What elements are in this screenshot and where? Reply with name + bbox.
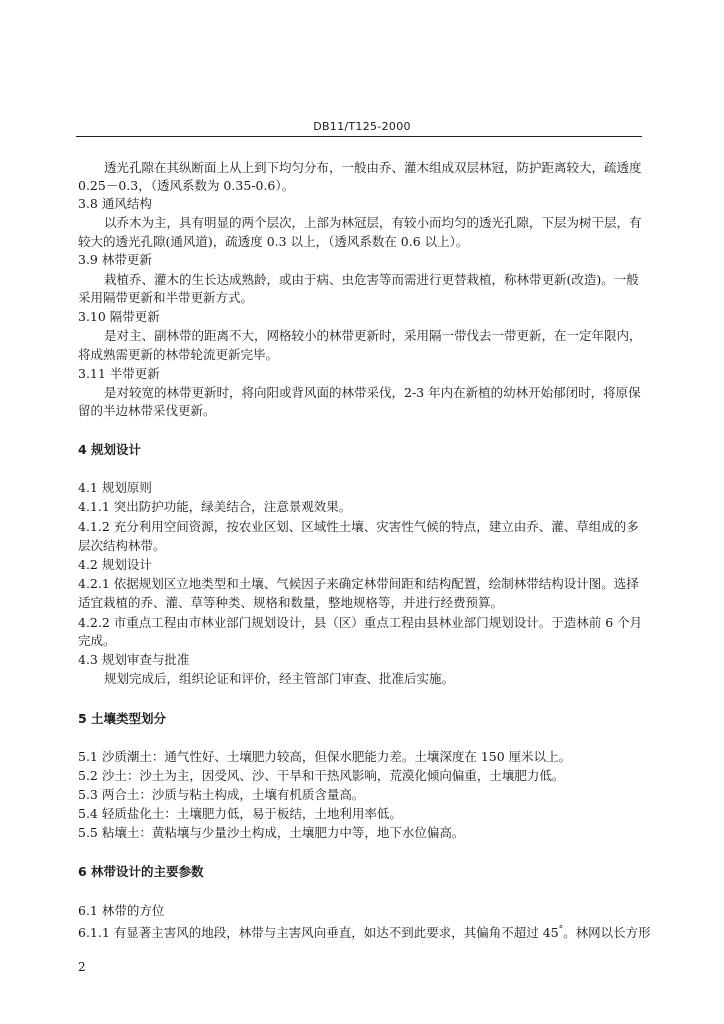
chapter-heading: 5 土壤类型划分 bbox=[78, 711, 167, 726]
text-line: 透光孔隙在其纵断面上从上到下均匀分布，一般由乔、灌木组成双层林冠，防护距离较大，疏透度 bbox=[104, 160, 642, 175]
section-heading: 4.2 规划设计 bbox=[78, 557, 152, 572]
chapter-heading: 6 林带设计的主要参数 bbox=[78, 864, 204, 879]
text-line: 5.1 沙质潮土：通气性好、土壤肥力较高，但保水肥能力差。土壤深度在 150 厘米以上。 bbox=[78, 749, 572, 764]
text-line bbox=[78, 922, 651, 941]
text-line: 规划完成后，组织论证和评价，经主管部门审查、批准后实施。 bbox=[104, 671, 455, 686]
text-line: 4.1.1 突出防护功能，绿美结合，注意景观效果。 bbox=[78, 499, 352, 514]
section-heading: 3.10 隔带更新 bbox=[78, 309, 160, 324]
text-line: 较大的透光孔隙(通风道)，疏透度 0.3 以上，（透风系数在 0.6 以上）。 bbox=[78, 234, 469, 249]
text-line: 0.25－0.3，（透风系数为 0.35-0.6）。 bbox=[78, 178, 295, 193]
text-line: 4.2.1 依据规划区立地类型和土壤、气候因子来确定林带间距和结构配置，绘制林带结构设计图。选择 bbox=[78, 576, 639, 591]
text-line: 留的半边林带采伐更新。 bbox=[78, 403, 216, 418]
degree-symbol: ° bbox=[558, 925, 564, 935]
text-line: 5.2 沙土：沙土为主，因受风、沙、干旱和干热风影响，荒漠化倾向偏重，土壤肥力低。 bbox=[78, 768, 565, 783]
page-number: 2 bbox=[78, 960, 86, 974]
section-heading: 3.9 林带更新 bbox=[78, 252, 152, 267]
text-line: 栽植乔、灌木的生长达成熟龄，或由于病、虫危害等而需进行更替栽植，称林带更新(改造)。一般 bbox=[104, 272, 639, 287]
standard-code-header: DB11/T125-2000 bbox=[313, 120, 411, 133]
text-line: 是对主、副林带的距离不大，网格较小的林带更新时，采用隔一带伐去一带更新，在一定年限内， bbox=[104, 328, 642, 343]
section-heading: 4.3 规划审查与批准 bbox=[78, 652, 190, 667]
section-heading: 6.1 林带的方位 bbox=[78, 903, 165, 918]
header-rule bbox=[76, 136, 642, 137]
text-line: 采用隔带更新和半带更新方式。 bbox=[78, 290, 254, 305]
text-line: 将成熟需更新的林带轮流更新完毕。 bbox=[78, 347, 279, 362]
text-line: 5.3 两合土：沙质与粘土构成，土壤有机质含量高。 bbox=[78, 787, 365, 802]
text-line: 完成。 bbox=[78, 633, 116, 648]
text-line: 4.1.2 充分利用空间资源，按农业区划、区域性土壤、灾害性气候的特点，建立由乔、灌、草组成的多 bbox=[78, 519, 639, 534]
text-line: 5.4 轻质盐化土：土壤肥力低，易于板结，土地利用率低。 bbox=[78, 806, 402, 821]
chapter-heading: 4 规划设计 bbox=[78, 442, 142, 457]
text-line: 4.2.2 市重点工程由市林业部门规划设计，县（区）重点工程由县林业部门规划设计。于造林前 6 个月 bbox=[78, 615, 643, 630]
text-line: 以乔木为主，具有明显的两个层次，上部为林冠层，有较小而均匀的透光孔隙，下层为树干层，有 bbox=[104, 215, 642, 230]
section-heading: 3.8 通风结构 bbox=[78, 196, 152, 211]
text-line: 适宜栽植的乔、灌、草等种类、规格和数量，整地规格等，并进行经费预算。 bbox=[78, 595, 504, 610]
section-heading: 3.11 半带更新 bbox=[78, 366, 160, 381]
section-heading: 4.1 规划原则 bbox=[78, 480, 152, 495]
text-line-body: 6.1.1 有显著主害风的地段，林带与主害风向垂直，如达不到此要求，其偏角不超过 45 bbox=[78, 925, 559, 941]
text-line-tail: 。林网以长方形 bbox=[563, 925, 651, 941]
text-line: 是对较宽的林带更新时，将向阳或背风面的林带采伐，2-3 年内在新植的幼林开始郁闭时，将原保 bbox=[104, 385, 641, 400]
text-line: 层次结构林带。 bbox=[78, 538, 166, 553]
text-line: 5.5 粘壤土：黄粘壤与少量沙土构成，土壤肥力中等，地下水位偏高。 bbox=[78, 825, 465, 840]
